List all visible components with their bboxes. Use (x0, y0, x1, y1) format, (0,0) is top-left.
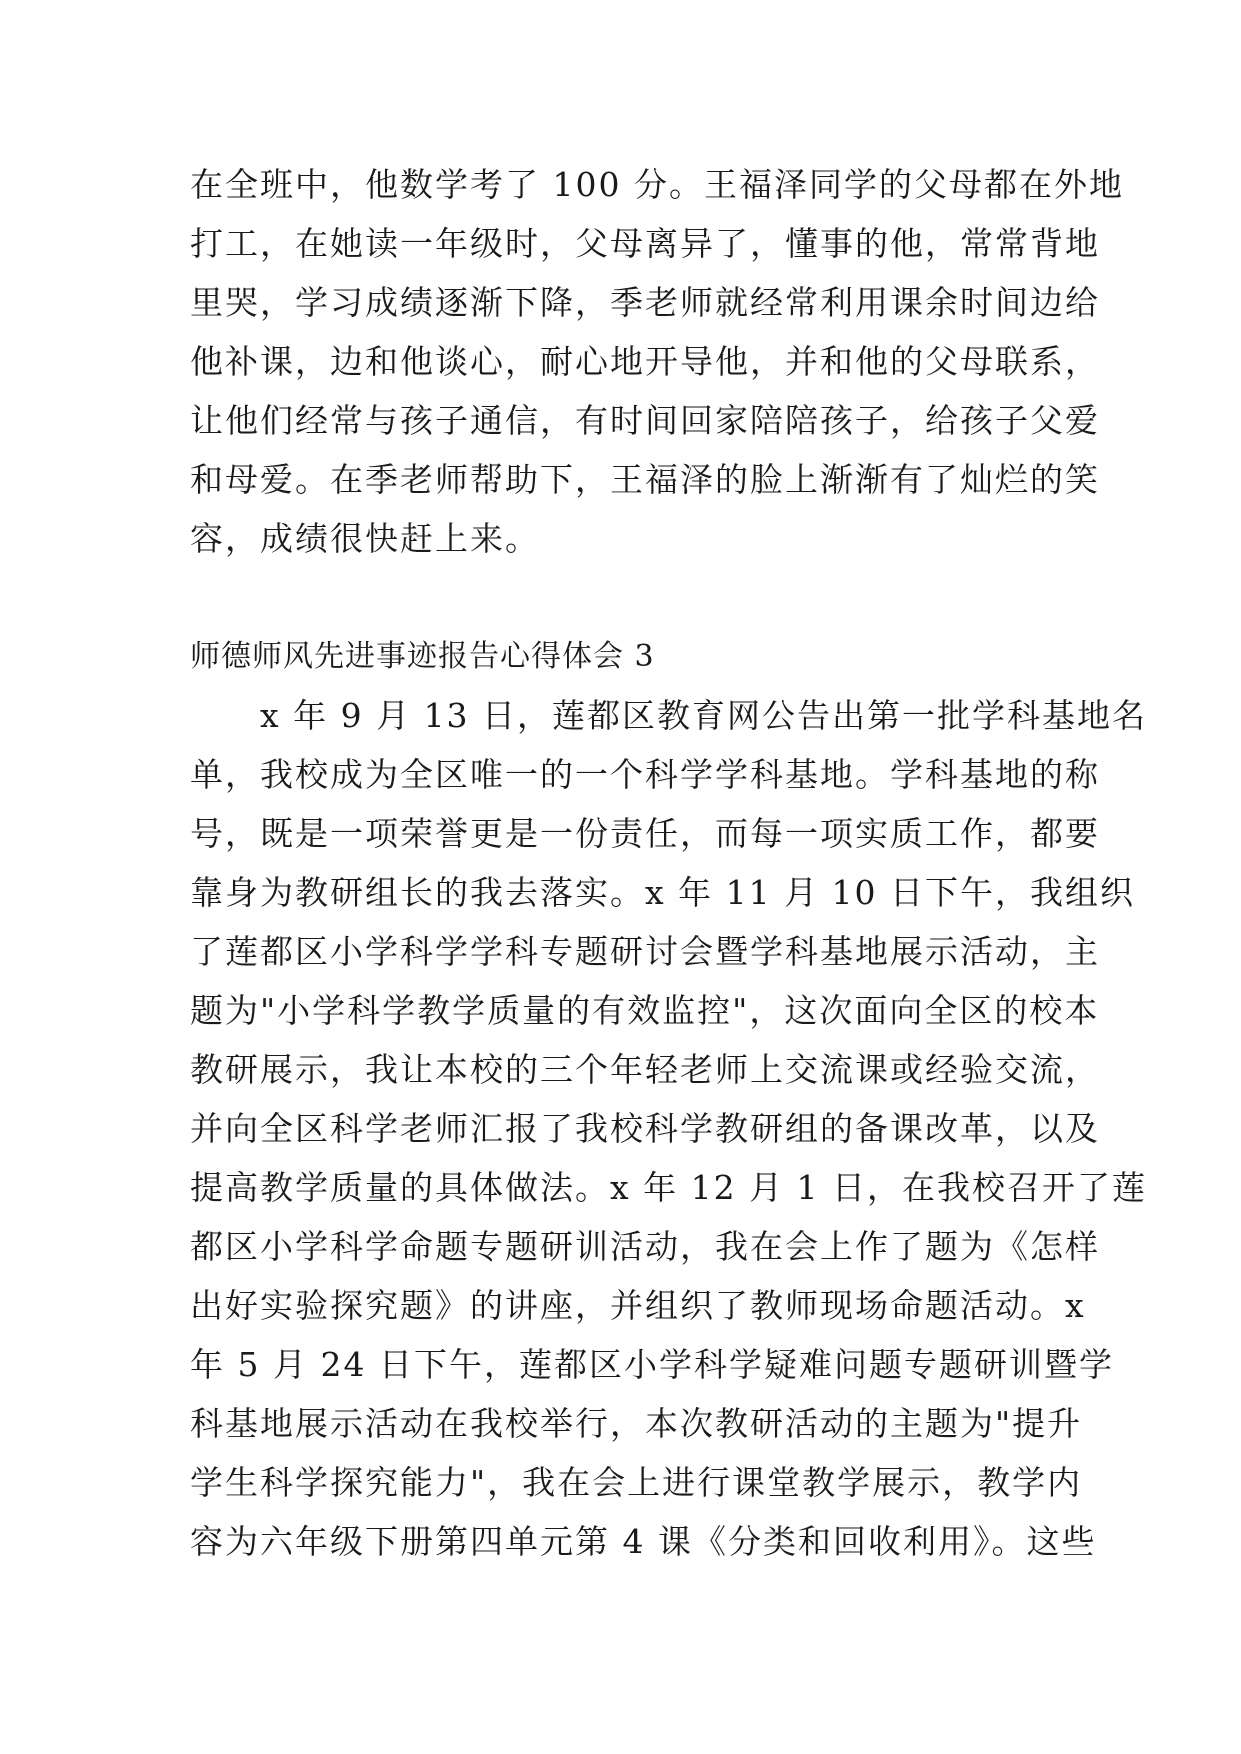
text-line: 单，我校成为全区唯一的一个科学学科基地。学科基地的称 (190, 755, 1100, 794)
text-line: 了莲都区小学科学学科专题研讨会暨学科基地展示活动，主 (190, 932, 1100, 971)
text-line: 年 5 月 24 日下午，莲都区小学科学疑难问题专题研训暨学 (190, 1345, 1114, 1384)
text-line: 里哭，学习成绩逐渐下降，季老师就经常利用课余时间边给 (190, 283, 1100, 322)
text-line: 并向全区科学老师汇报了我校科学教研组的备课改革，以及 (190, 1109, 1100, 1148)
text-line: 题为"小学科学教学质量的有效监控"，这次面向全区的校本 (190, 991, 1100, 1030)
text-line: 号，既是一项荣誉更是一份责任，而每一项实质工作，都要 (190, 814, 1100, 853)
text-line: 容，成绩很快赶上来。 (190, 519, 540, 558)
text-line: 他补课，边和他谈心，耐心地开导他，并和他的父母联系， (190, 342, 1100, 381)
section-heading: 师德师风先进事迹报告心得体会 3 (190, 639, 655, 674)
text-line: 容为六年级下册第四单元第 4 课《分类和回收利用》。这些 (190, 1522, 1097, 1561)
text-line: 都区小学科学命题专题研训活动，我在会上作了题为《怎样 (190, 1227, 1100, 1266)
text-line: 科基地展示活动在我校举行，本次教研活动的主题为"提升 (190, 1404, 1083, 1443)
text-line: x 年 9 月 13 日，莲都区教育网公告出第一批学科基地名 (190, 696, 1148, 735)
text-line: 学生科学探究能力"，我在会上进行课堂教学展示，教学内 (190, 1463, 1083, 1502)
paragraph-2 (190, 686, 1148, 1571)
text-line: 提高教学质量的具体做法。x 年 12 月 1 日，在我校召开了莲 (190, 1168, 1148, 1207)
text-line: 出好实验探究题》的讲座，并组织了教师现场命题活动。x (190, 1286, 1086, 1325)
text-line: 和母爱。在季老师帮助下，王福泽的脸上渐渐有了灿烂的笑 (190, 460, 1100, 499)
text-line: 靠身为教研组长的我去落实。x 年 11 月 10 日下午，我组织 (190, 873, 1136, 912)
text-line: 让他们经常与孩子通信，有时间回家陪陪孩子，给孩子父爱 (190, 401, 1100, 440)
text-line: 教研展示，我让本校的三个年轻老师上交流课或经验交流， (190, 1050, 1100, 1089)
text-line: 打工，在她读一年级时，父母离异了，懂事的他，常常背地 (190, 224, 1100, 263)
document-body (190, 155, 1148, 1571)
text-line: 在全班中，他数学考了 100 分。王福泽同学的父母都在外地 (190, 165, 1124, 204)
paragraph-1 (190, 155, 1124, 568)
